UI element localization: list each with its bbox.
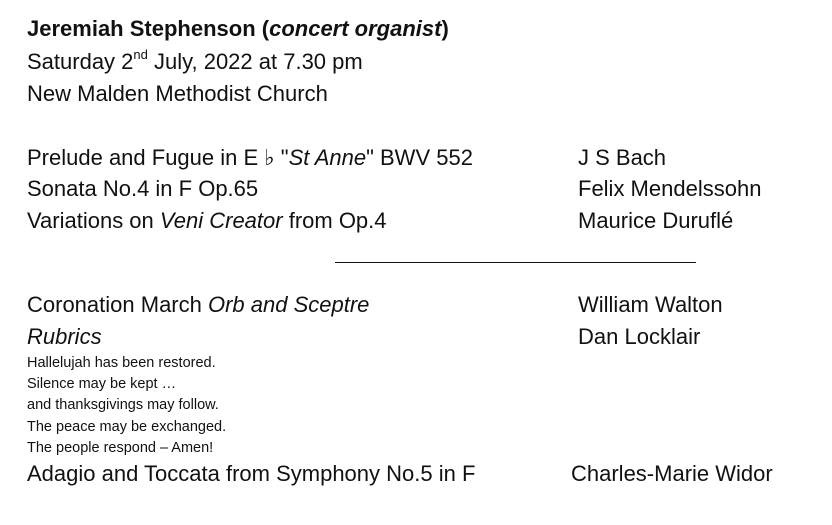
composer-locklair: Dan Locklair <box>578 324 701 349</box>
performer-heading: Jeremiah Stephenson (concert organist) <box>27 16 449 41</box>
interval-divider <box>335 262 696 263</box>
piece-title-mendelssohn: Sonata No.4 in F Op.65 <box>27 176 259 201</box>
piece-title-durufle: Variations on Veni Creator from Op.4 <box>27 208 387 233</box>
performer-name: Jeremiah Stephenson <box>27 16 256 41</box>
performer-role: concert organist <box>269 16 442 41</box>
movement-line: The people respond – Amen! <box>27 439 214 456</box>
composer-walton: William Walton <box>578 292 723 317</box>
movement-line: Hallelujah has been restored. <box>27 355 216 371</box>
piece-title-rubrics: Rubrics <box>27 324 102 349</box>
movement-line: The peace may be exchanged. <box>27 418 227 435</box>
piece-title-widor: Adagio and Toccata from Symphony No.5 in F <box>27 461 476 486</box>
composer-bach: J S Bach <box>578 145 667 170</box>
composer-durufle: Maurice Duruflé <box>578 208 734 233</box>
piece-title-bach: Prelude and Fugue in E ♭ "St Anne" BWV 552 <box>27 145 473 170</box>
composer-mendelssohn: Felix Mendelssohn <box>578 176 762 201</box>
flat-symbol: ♭ <box>264 145 275 170</box>
concert-venue: New Malden Methodist Church <box>27 81 328 106</box>
concert-date: Saturday 2nd July, 2022 at 7.30 pm <box>27 46 363 74</box>
movement-line: and thanksgivings may follow. <box>27 397 219 414</box>
composer-widor: Charles-Marie Widor <box>571 461 773 486</box>
piece-title-walton: Coronation March Orb and Sceptre <box>27 292 370 317</box>
rubrics-movements <box>27 353 226 459</box>
movement-line: Silence may be kept … <box>27 376 177 393</box>
